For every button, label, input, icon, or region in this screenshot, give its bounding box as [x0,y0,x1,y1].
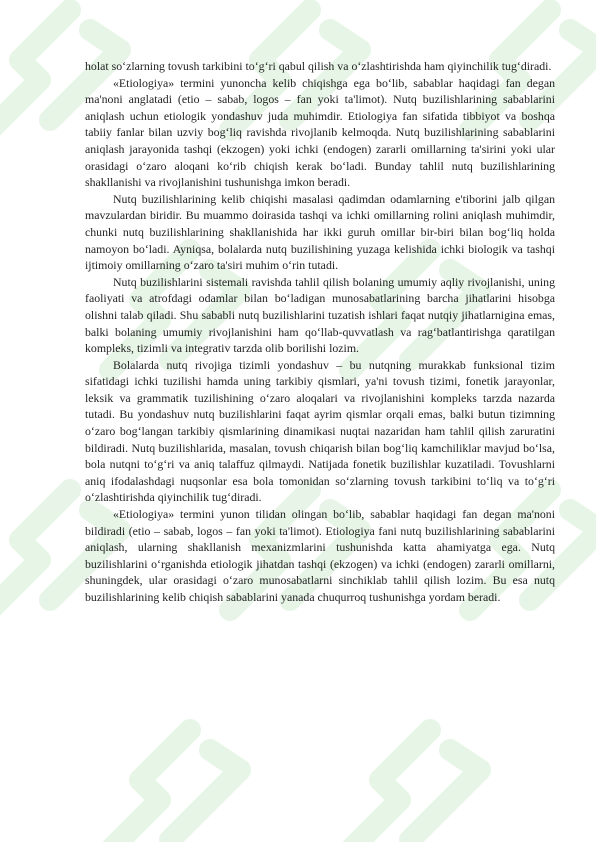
watermark-glyph [110,730,240,842]
paragraph-5: Bolalarda nutq rivojiga tizimli yondashuv – bu nutqning murakkab funksional tizim sifatidagi ichki tuzilishi hamda uning tarkibiy qismlari, ya'ni tovush tizimi, fonetik jarayonlar, leksik va grammatik tuzilishining o‘zaro aloqalari va rivojlanishini kompleks tarzda nazarda tutadi. Bu yondashuv nutq buzilishlarini faqat ayrim qismlar orqali emas, balki butun tizimning o‘zaro bog‘langan tarkibiy qismlarining dinamikasi nuqtai nazaridan ham tahlil qilish zaruratini bildiradi. Nutq buzilishlarida, masalan, tovush chiqarish bilan bog‘liq kamchiliklar mavjud bo‘lsa, bola nutqni to‘g‘ri va aniq talaffuz qilmaydi. Natijada fonetik buzilishlar kuzatiladi. Tovushlarni aniq ifodalashdagi nuqsonlar esa bola tomonidan so‘zlarning tovush tarkibini to‘liq va to‘g‘ri o‘zlashtirishda qiyinchilik tug‘diradi. [85,357,555,505]
paragraph-2: «Etiologiya» termini yunoncha kelib chiqishga ega bo‘lib, sabablar haqidagi fan degan ma'noni anglatadi (etio – sabab, logos – fan yoki ta'limot). Nutq buzilishlarining sabablarini aniqlash uchun etiologik yondashuv juda muhimdir. Etiologiya fan sifatida tibbiyot va boshqa tabiiy fanlar bilan uzviy bog‘liq ravishda rivojlanib kelmoqda. Nutq buzilishlarining sabablarini aniqlash jarayonida tashqi (ekzogen) yoki ichki (endogen) zararli omillarning ta'sirini yoki ular orasidagi o‘zaro aloqani ko‘rib chiqish kerak bo‘ladi. Bunday tahlil nutq buzilishlarining shakllanishi va rivojlanishini tushunishga imkon beradi. [85,75,555,190]
paragraph-3: Nutq buzilishlarining kelib chiqishi masalasi qadimdan odamlarning e'tiborini jalb qilgan mavzulardan biridir. Bu muammo doirasida tashqi va ichki omillarning rolini aniqlash muhimdir, chunki nutq buzilishlarining shakllanishida har ikki guruh omillar bir-biri bilan bog‘liq holda namoyon bo‘ladi. Ayniqsa, bolalarda nutq buzilishining yuzaga kelishida ichki biologik va tashqi ijtimoiy omillarning o‘zaro ta'siri muhim o‘rin tutadi. [85,191,555,273]
paragraph-1: holat so‘zlarning tovush tarkibini to‘g‘ri qabul qilish va o‘zlashtirishda ham qiyinchilik tug‘diradi. [85,59,552,73]
paragraph-6: «Etiologiya» termini yunon tilidan olingan bo‘lib, sabablar haqidagi fan degan ma'noni bildiradi (etio – sabab, logos – fan yoki ta'limot). Etiologiya fani nutq buzilishlarining sabablarini aniqlash, ularning shakllanish mexanizmlarini tushunishda katta ahamiyatga ega. Nutq buzilishlarini o‘rganishda etiologik jihatdan tashqi (ekzogen) va ichki (endogen) zararli omillarni, shuningdek, ular orasidagi o‘zaro munosabatlarni sinchiklab tahlil qilish lozim. Bu esa nutq buzilishlarining kelib chiqish sabablarini yanada chuqurroq tushunishga yordam beradi. [85,507,555,604]
document-body [85,58,555,606]
paragraph-4: Nutq buzilishlarini sistemali ravishda tahlil qilish bolaning umumiy aqliy rivojlanishi, uning faoliyati va atrofdagi odamlar bilan bo‘ladigan munosabatlarining barcha jihatlarini hisobga olishni talab qiladi. Shu sababli nutq buzilishlarini tuzatish ishlari faqat nutqiy jihatlarnigina emas, balki bolaning umumiy rivojlanishini ham qo‘llab-quvvatlash va rag‘batlantirishga qaratilgan kompleks, tizimli va integrativ tarzda olib borilishi lozim. [85,274,555,356]
watermark-glyph [350,730,480,842]
